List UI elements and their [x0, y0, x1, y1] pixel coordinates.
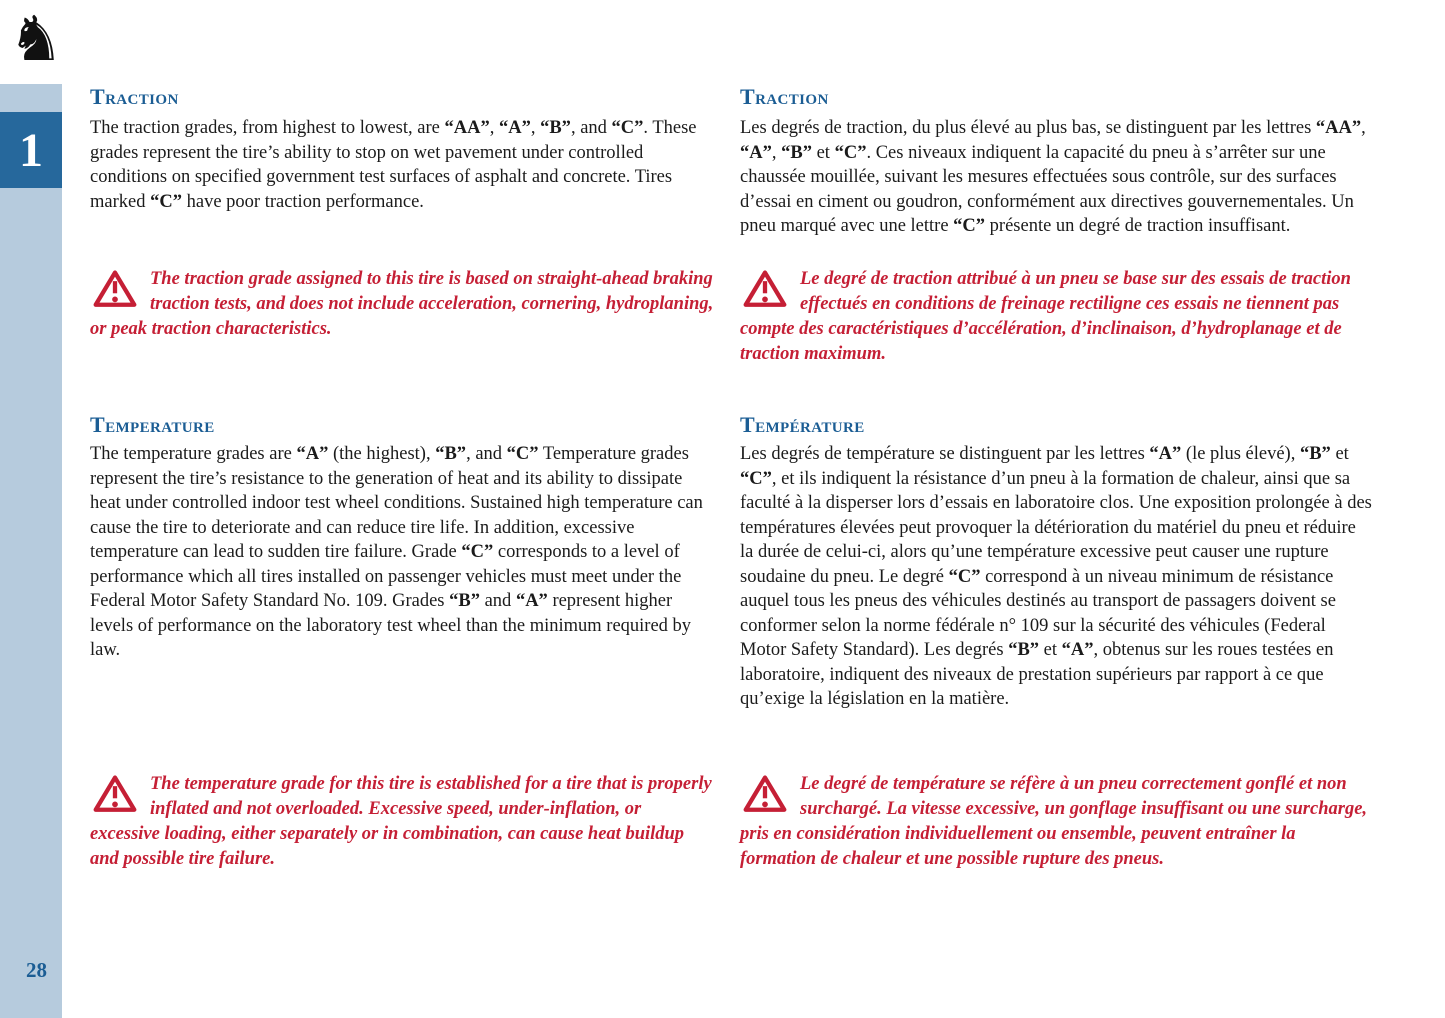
paragraph-traction-fr: Les degrés de traction, du plus élevé au plus bas, se distinguent par les lettres “AA”, “A”, “B” et “C”. Ces niveaux indiquent la capacité du pneu à s’arrêter sur une chaussée mouillée, suivant les mesures effectuées sous contrôle, sur des surfaces d’essai en ciment ou goudron, conformément aux directives gouvernementales. Un pneu marqué avec une lettre “C” présente un degré de traction insuffisant. — [740, 118, 1366, 236]
paragraph-temperature-fr: Les degrés de température se distinguent par les lettres “A” (le plus élevé), “B” et “C”, et ils indiquent la résistance d’un pneu à la formation de chaleur, ainsi que sa faculté à la disperser lors d’essais en laboratoire clos. Une exposition prolongée à des températures élevées peut provoquer la détérioration du matériel du pneu et réduire la durée de celui-ci, alors qu’une température excessive peut causer une rupture soudaine du pneu. Le degré “C” correspond à un niveau minimum de résistance auquel tous les pneus des véhicules destinés au transport de passagers doivent se conformer selon la norme fédérale n° 109 sur la sécurité des véhicules (Federal Motor Safety Standard). Les degrés “B” et “A”, obtenus sur les roues testées en laboratoire, indiquent des niveaux de prestation supérieurs par rapport à ce que qu’exige la législation en la matière. — [740, 444, 1372, 709]
heading-traction-en: Traction — [90, 84, 179, 109]
chapter-number: 1 — [19, 123, 43, 177]
warning-text: The traction grade assigned to this tire is based on straight-ahead braking traction tests, and does not include acceleration, cornering, hydroplaning, or peak traction characteristics. — [90, 269, 714, 339]
column-french — [740, 84, 1372, 1014]
warning-triangle-icon — [742, 269, 788, 309]
warning-text: Le degré de température se réfère à un pneu correctement gonflé et non surchargé. La vitesse excessive, un gonflage insuffisant ou une surcharge, pris en considération individuellement ou ensemble, peuvent entraîner la formation de chaleur et une possible rupture des pneus. — [740, 774, 1368, 869]
warning-triangle-icon — [742, 774, 788, 814]
ferrari-logo — [8, 2, 64, 78]
warning-triangle-icon — [92, 774, 138, 814]
column-english — [90, 84, 715, 1014]
prancing-horse-icon: ♞ — [8, 6, 64, 74]
paragraph-temperature-en: The temperature grades are “A” (the highest), “B”, and “C” Temperature grades represent the tire’s resistance to the generation of heat and its ability to dissipate heat under controlled indoor test wheel conditions. Sustained high temperature can cause the tire to deteriorate and can reduce tire life. In addition, excessive temperature can lead to sudden tire failure. Grade “C” corresponds to a level of performance which all tires installed on passenger vehicles must meet under the Federal Motor Safety Standard No. 109. Grades “B” and “A” represent higher levels of performance on the laboratory test wheel than the minimum required by law. — [90, 444, 703, 660]
warning-triangle-icon — [92, 269, 138, 309]
warning-traction-en — [90, 267, 715, 342]
paragraph-traction-en: The traction grades, from highest to lowest, are “AA”, “A”, “B”, and “C”. These grades represent the tire’s ability to stop on wet pavement under controlled conditions on specified government test surfaces of asphalt and concrete. Tires marked “C” have poor traction performance. — [90, 118, 697, 212]
warning-temperature-en — [90, 772, 715, 872]
heading-temperature-en: Temperature — [90, 412, 215, 437]
heading-traction-fr: Traction — [740, 84, 829, 109]
page-number: 28 — [26, 958, 47, 982]
sidebar-band — [0, 84, 62, 1018]
chapter-tab — [0, 112, 62, 188]
warning-temperature-fr — [740, 772, 1372, 872]
warning-text: Le degré de traction attribué à un pneu se base sur des essais de traction effectués en conditions de freinage rectiligne ces essais ne tiennent pas compte des caractéristiques d’accélération, d’inclinaison, d’hydroplanage et de traction maximum. — [740, 269, 1351, 364]
warning-text: The temperature grade for this tire is established for a tire that is properly inflated and not overloaded. Excessive speed, under-inflation, or excessive loading, either separately or in combination, can cause heat buildup and possible tire failure. — [90, 774, 712, 869]
heading-temperature-fr: Température — [740, 412, 865, 437]
warning-traction-fr — [740, 267, 1372, 367]
